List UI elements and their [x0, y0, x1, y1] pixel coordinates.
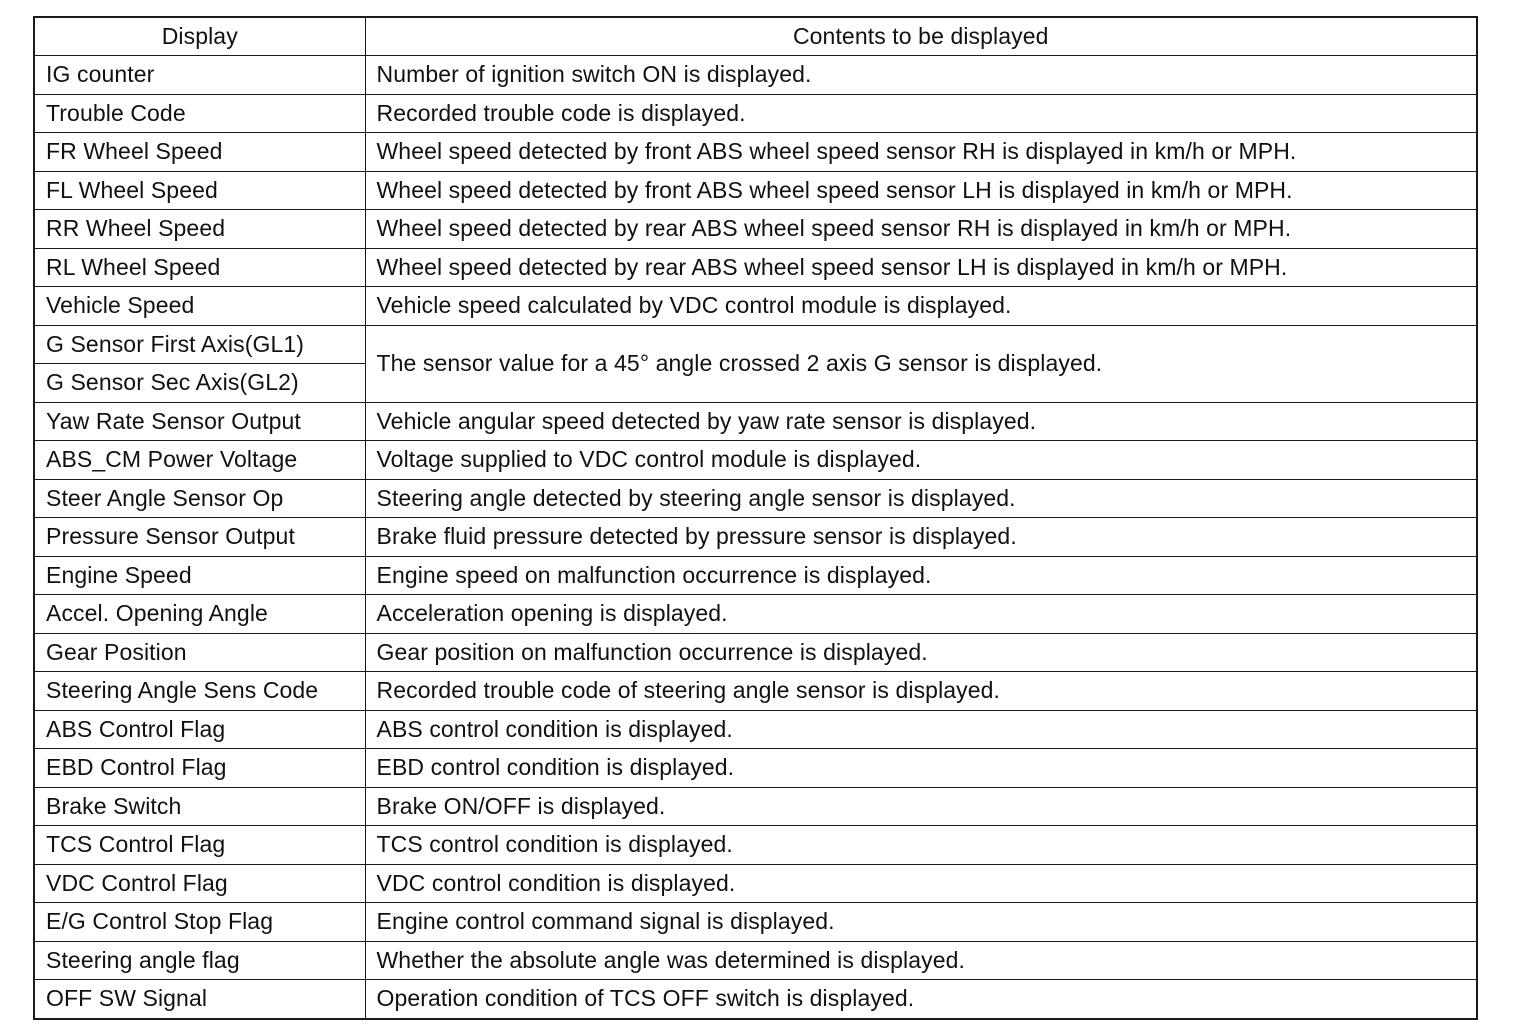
- display-cell: VDC Control Flag: [34, 864, 365, 903]
- contents-cell: Recorded trouble code of steering angle sensor is displayed.: [365, 672, 1477, 711]
- contents-cell-merged: The sensor value for a 45° angle crossed 2 axis G sensor is displayed.: [365, 325, 1477, 402]
- contents-cell: Voltage supplied to VDC control module is displayed.: [365, 441, 1477, 480]
- table-row: [34, 402, 1477, 441]
- display-cell: TCS Control Flag: [34, 826, 365, 865]
- display-cell: Gear Position: [34, 633, 365, 672]
- display-cell: RR Wheel Speed: [34, 210, 365, 249]
- table-row: [34, 710, 1477, 749]
- display-cell: Steering Angle Sens Code: [34, 672, 365, 711]
- contents-cell: Wheel speed detected by front ABS wheel speed sensor RH is displayed in km/h or MPH.: [365, 133, 1477, 172]
- table-row: [34, 287, 1477, 326]
- contents-cell: Wheel speed detected by front ABS wheel speed sensor LH is displayed in km/h or MPH.: [365, 171, 1477, 210]
- table-row: [34, 941, 1477, 980]
- display-cell: E/G Control Stop Flag: [34, 903, 365, 942]
- display-cell: IG counter: [34, 56, 365, 95]
- contents-cell: Acceleration opening is displayed.: [365, 595, 1477, 634]
- table-row: [34, 479, 1477, 518]
- contents-cell: Steering angle detected by steering angle sensor is displayed.: [365, 479, 1477, 518]
- contents-cell: ABS control condition is displayed.: [365, 710, 1477, 749]
- display-cell: EBD Control Flag: [34, 749, 365, 788]
- table-row: [34, 633, 1477, 672]
- table-row: [34, 518, 1477, 557]
- contents-cell: Engine control command signal is displayed.: [365, 903, 1477, 942]
- contents-cell: Wheel speed detected by rear ABS wheel speed sensor LH is displayed in km/h or MPH.: [365, 248, 1477, 287]
- table-row: [34, 672, 1477, 711]
- display-cell: Engine Speed: [34, 556, 365, 595]
- display-cell: Yaw Rate Sensor Output: [34, 402, 365, 441]
- contents-cell: Vehicle angular speed detected by yaw rate sensor is displayed.: [365, 402, 1477, 441]
- table-header-row: [34, 17, 1477, 56]
- display-cell: Brake Switch: [34, 787, 365, 826]
- header-display: Display: [34, 17, 365, 56]
- table-row: [34, 210, 1477, 249]
- contents-cell: Vehicle speed calculated by VDC control module is displayed.: [365, 287, 1477, 326]
- table-row: [34, 826, 1477, 865]
- contents-cell: Recorded trouble code is displayed.: [365, 94, 1477, 133]
- table-row: [34, 171, 1477, 210]
- table-row: [34, 864, 1477, 903]
- display-cell: Vehicle Speed: [34, 287, 365, 326]
- contents-cell: Operation condition of TCS OFF switch is displayed.: [365, 980, 1477, 1019]
- contents-cell: Whether the absolute angle was determined is displayed.: [365, 941, 1477, 980]
- display-cell: OFF SW Signal: [34, 980, 365, 1019]
- table-row: [34, 749, 1477, 788]
- table-row: [34, 133, 1477, 172]
- contents-cell: Engine speed on malfunction occurrence is displayed.: [365, 556, 1477, 595]
- table-row: [34, 903, 1477, 942]
- display-cell: Pressure Sensor Output: [34, 518, 365, 557]
- contents-cell: Wheel speed detected by rear ABS wheel speed sensor RH is displayed in km/h or MPH.: [365, 210, 1477, 249]
- table-row: [34, 325, 1477, 364]
- display-cell: FR Wheel Speed: [34, 133, 365, 172]
- contents-cell: TCS control condition is displayed.: [365, 826, 1477, 865]
- table-row: [34, 595, 1477, 634]
- display-cell: Steer Angle Sensor Op: [34, 479, 365, 518]
- display-cell: ABS_CM Power Voltage: [34, 441, 365, 480]
- contents-cell: Brake ON/OFF is displayed.: [365, 787, 1477, 826]
- table-row: [34, 980, 1477, 1019]
- display-cell: Steering angle flag: [34, 941, 365, 980]
- table-row: [34, 787, 1477, 826]
- table-row: [34, 556, 1477, 595]
- display-cell: ABS Control Flag: [34, 710, 365, 749]
- display-contents-table: [33, 16, 1478, 1020]
- contents-cell: Number of ignition switch ON is displayed.: [365, 56, 1477, 95]
- table-row: [34, 94, 1477, 133]
- display-cell: RL Wheel Speed: [34, 248, 365, 287]
- display-cell: Accel. Opening Angle: [34, 595, 365, 634]
- table-row: [34, 56, 1477, 95]
- contents-cell: VDC control condition is displayed.: [365, 864, 1477, 903]
- table-row: [34, 441, 1477, 480]
- table-row: [34, 248, 1477, 287]
- contents-cell: Gear position on malfunction occurrence is displayed.: [365, 633, 1477, 672]
- header-contents: Contents to be displayed: [365, 17, 1477, 56]
- display-cell: FL Wheel Speed: [34, 171, 365, 210]
- display-cell: Trouble Code: [34, 94, 365, 133]
- display-cell: G Sensor Sec Axis(GL2): [34, 364, 365, 403]
- contents-cell: EBD control condition is displayed.: [365, 749, 1477, 788]
- contents-cell: Brake fluid pressure detected by pressure sensor is displayed.: [365, 518, 1477, 557]
- display-cell: G Sensor First Axis(GL1): [34, 325, 365, 364]
